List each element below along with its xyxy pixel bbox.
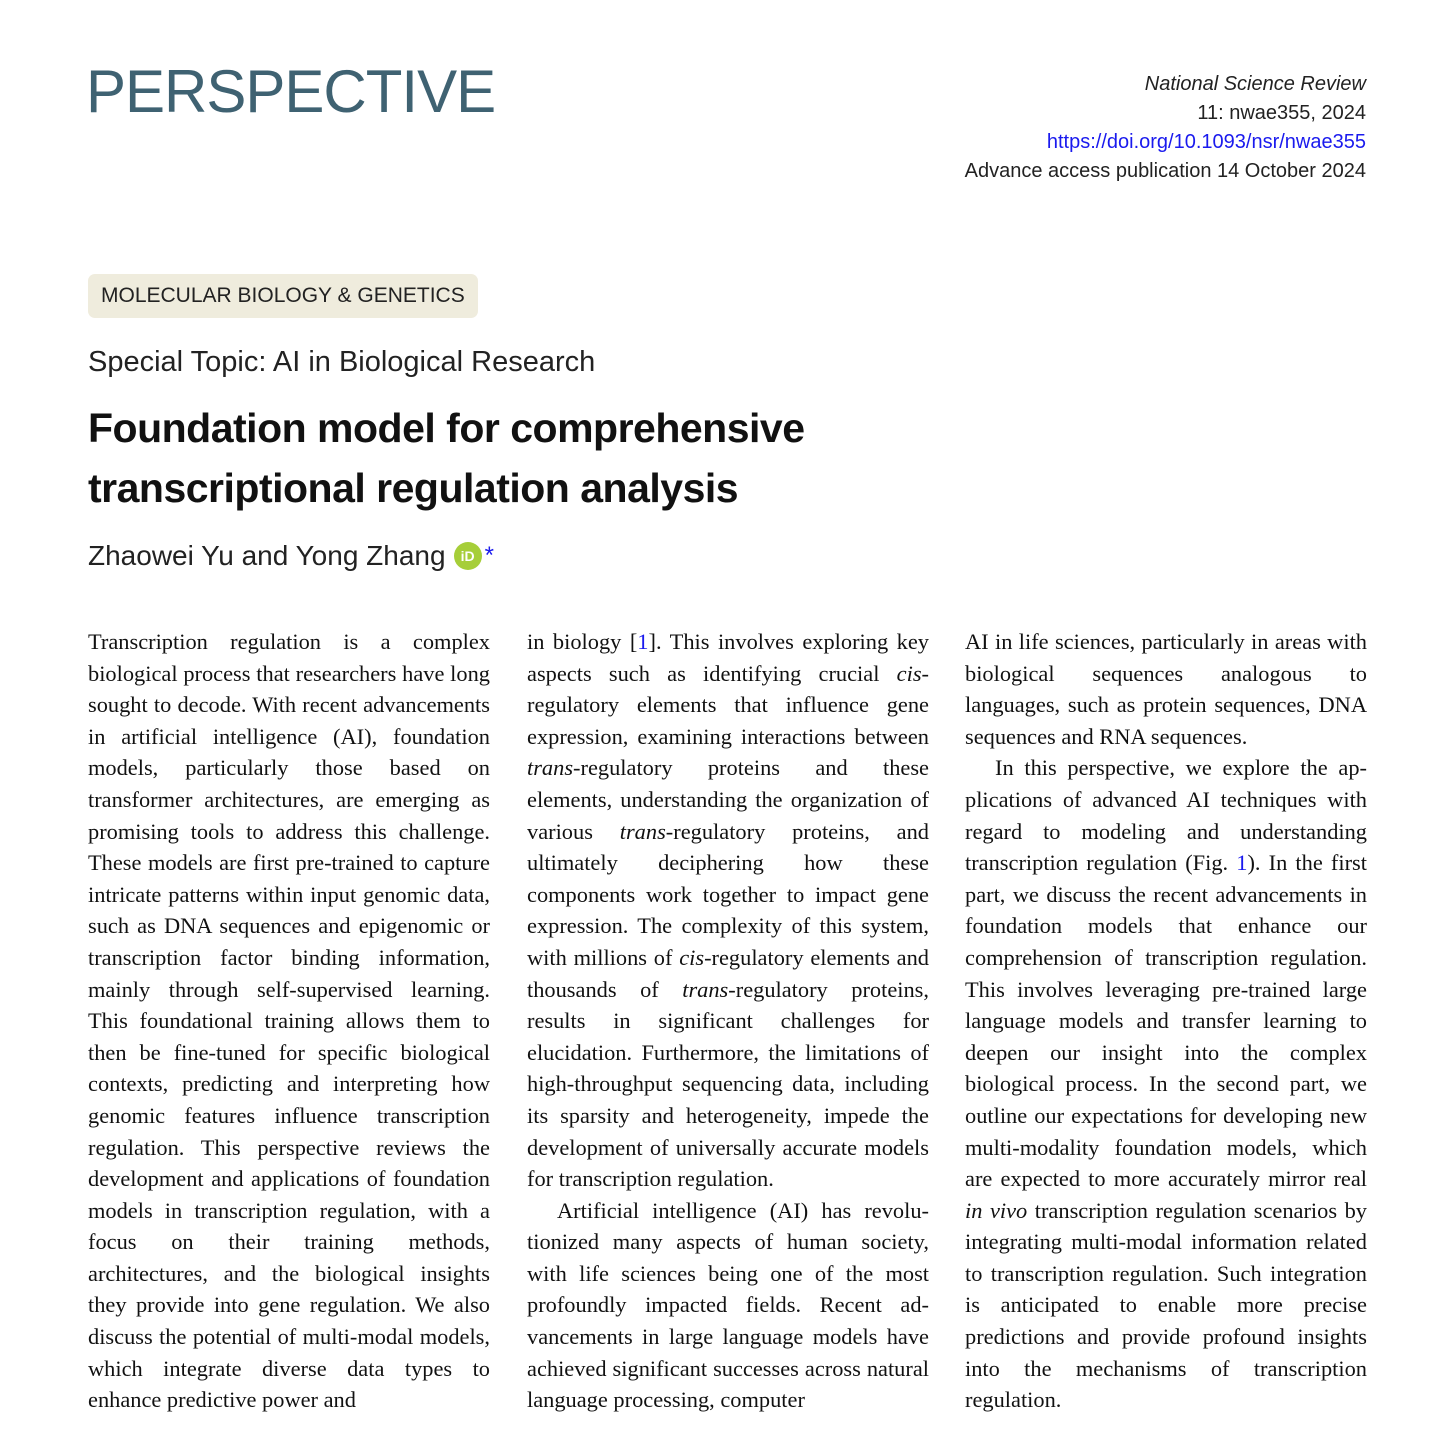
authors [88,540,494,572]
body-paragraph: Artificial intelligence (AI) has revolutionized many aspects of human society, with life sciences being one of the most profoundly impacted fields. Recent advancements in large language models have achieved significant successes across natural language processing, computer [527,1197,929,1413]
citation: 11: nwae355, 2024 [1197,102,1366,124]
orcid-icon[interactable]: iD [454,542,482,570]
body-paragraph: in biology [1]. This involves exploring key aspects such as identifying crucial cis-regulatory elements that influence gene expression, examining interactions between trans-regulatory proteins and these elements, understanding the organization of various trans-regulatory proteins, and ultimately deciphering how these components work together to impact gene expression. The complexity of this system, with millions of cis-regulatory elements and thousands of trans-regulatory proteins, results in significant challenges for elucidation. Furthermore, the limitations of high-throughput sequencing data, including its sparsity and heterogeneity, impede the development of universally accurate models for transcription regulation. [527,629,930,1192]
body-column-3 [965,626,1367,1416]
doi-link[interactable]: https://doi.org/10.1093/nsr/nwae355 [1046,131,1366,153]
journal-name: National Science Review [1144,73,1366,95]
journal-meta [965,70,1366,186]
corresponding-author-mark[interactable]: * [484,542,494,569]
abstract-paragraph: Transcription regulation is a complex biological process that researchers have long sought to decode. With recent advancements in artificial intelligence (AI), foundation models, particularly those based on transformer architectures, are emerging as promising tools to address this challenge. These models are first pre-trained to capture intricate patterns within input genomic data, such as DNA sequences and epigenomic or transcription factor binding information, mainly through self-supervised learning. This foundational training allows them to then be fine-tuned for specific biological contexts, predicting and interpreting how genomic features influence transcription regulation. This perspective reviews the development and applications of foundation models in transcription regulation, with a focus on their training methods, architectures, and the biological insights they provide into gene regulation. We also discuss the potential of multi-modal models, which integrate diverse data types to enhance predictive power and [88,629,490,1413]
author-names: Zhaowei Yu and Yong Zhang [88,540,446,571]
body-paragraph: AI in life sciences, particularly in areas with biological sequences analogous to languages, such as protein sequences, DNA sequences and RNA sequences. [965,629,1367,749]
figure-link[interactable]: 1 [1236,850,1248,876]
body-column-1 [88,626,490,1416]
article-title: Foundation model for comprehensive transcriptional regulation analysis [88,405,805,511]
special-topic: Special Topic: AI in Biological Research [88,346,596,378]
body-paragraph: In this perspective, we explore the applications of advanced AI techniques with regard to modeling and understanding transcription regulation (Fig. 1). In the first part, we discuss the recent advancements in foundation models that enhance our comprehension of transcription regulation. This involves leveraging pre-trained large language models and transfer learning to deepen our insight into the complex biological process. In the second part, we outline our expectations for developing new multi-modality foundation models, which are expected to more accurately mirror real in vivo transcription regulation scenarios by integrating multi-modal information related to transcription regulation. Such integration is anticipated to enable more precise predictions and provide profound insights into the mechanisms of transcription regulation. [965,755,1367,1413]
reference-link[interactable]: 1 [637,629,649,654]
subject-badge: MOLECULAR BIOLOGY & GENETICS [88,274,478,318]
body-column-2 [527,626,929,1416]
publication-date: Advance access publication 14 October 2024 [964,160,1366,182]
section-label: PERSPECTIVE [86,58,496,125]
